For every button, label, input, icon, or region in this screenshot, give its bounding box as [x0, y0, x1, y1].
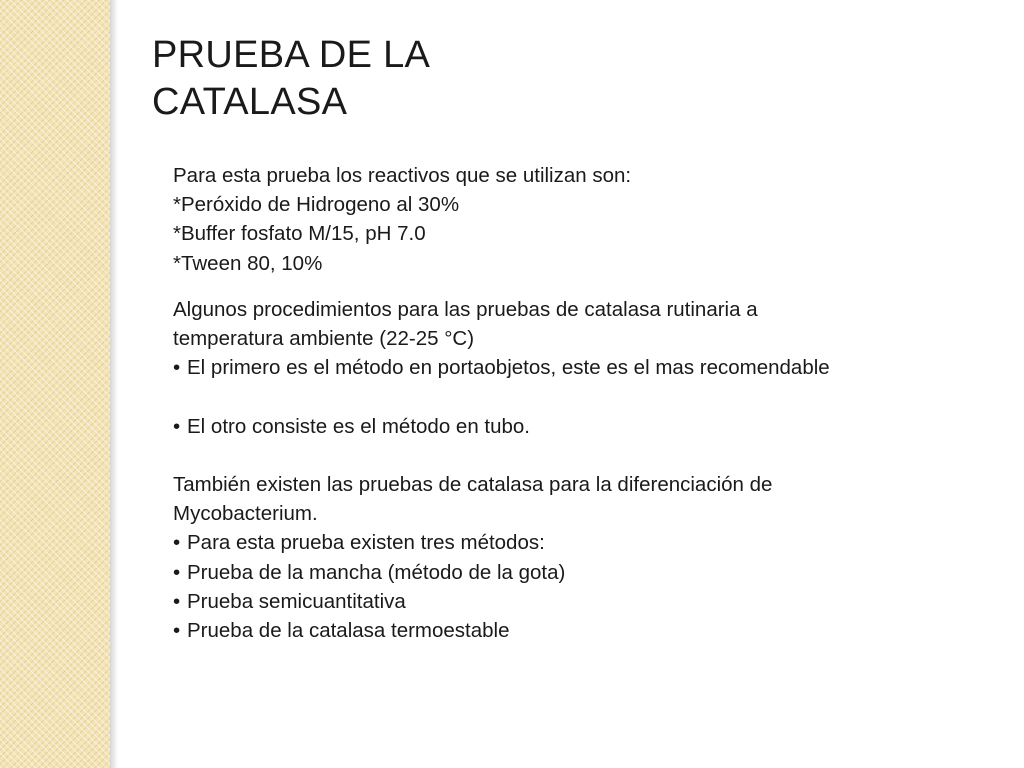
reagent-item: *Peróxido de Hidrogeno al 30% [173, 193, 460, 217]
mycobacterium-bullet: • Prueba de la catalasa termoestable [173, 616, 1003, 645]
reagents-intro: Para esta prueba los reactivos que se utilizan son: [173, 164, 632, 187]
mycobacterium-bullet: • Prueba de la mancha (método de la gota) [173, 558, 1003, 587]
mycobacterium-intro-line-2: Mycobacterium. [173, 502, 318, 526]
mycobacterium-bullet: • Para esta prueba existen tres métodos: [173, 528, 1003, 557]
procedures-intro-line-2: temperatura ambiente (22-25 °C) [173, 327, 475, 351]
slide-title-line-1: PRUEBA DE LA [152, 34, 431, 76]
blank-line [173, 382, 1003, 411]
procedure-bullet: • El primero es el método en portaobjetos, este es el mas recomendable [173, 353, 1003, 382]
mycobacterium-bullet: • Prueba semicuantitativa [173, 587, 1003, 616]
procedure-bullet: • El otro consiste es el método en tubo. [173, 412, 1003, 441]
paragraph-spacer [173, 278, 1003, 295]
side-band-shadow [110, 0, 118, 768]
slide-title-line-2: CATALASA [152, 81, 348, 123]
procedures-intro-line-1: Algunos procedimientos para las pruebas de catalasa rutinaria a [173, 297, 758, 321]
decorative-side-band [0, 0, 110, 768]
slide-body [173, 161, 1003, 645]
slide-title [152, 32, 752, 126]
reagent-item: *Tween 80, 10% [173, 251, 323, 275]
blank-line [173, 441, 1003, 470]
reagent-item: *Buffer fosfato M/15, pH 7.0 [173, 222, 426, 246]
mycobacterium-intro-line-1: También existen las pruebas de catalasa para la diferenciación de [173, 473, 773, 496]
